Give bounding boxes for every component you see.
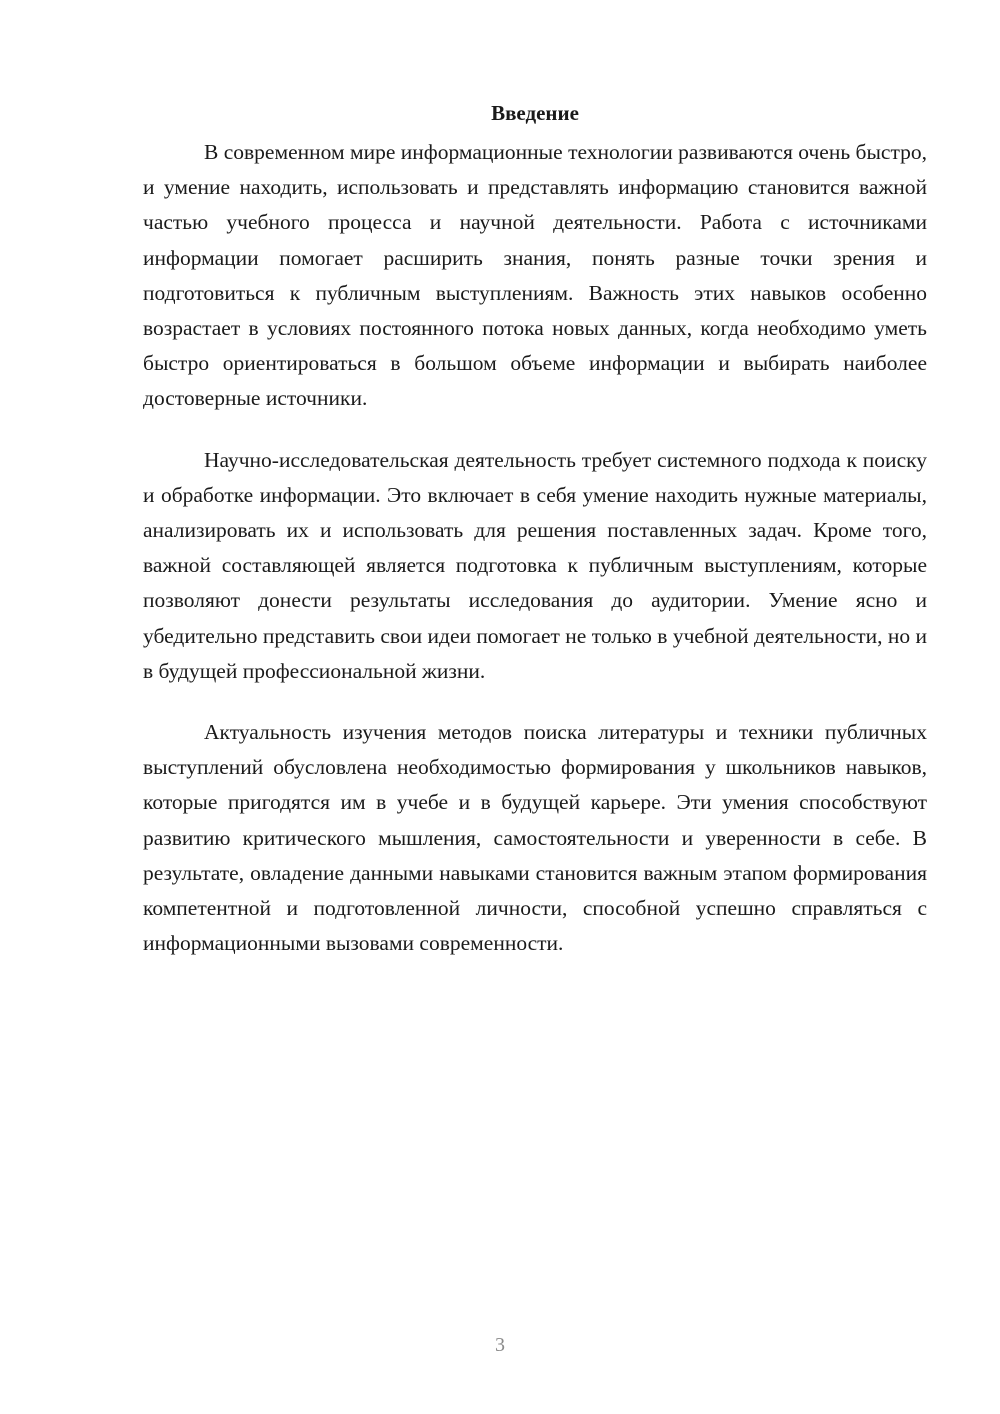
page-number: 3 — [495, 1334, 505, 1356]
paragraph-2: Научно-исследовательская деятельность требует системного подхода к поиску и обработке информации. Это включает в себя умение находить нужные материалы, анализировать их и использовать для решения поставленных задач. Кроме того, важной составляющей является подготовка к публичным выступлениям, которые позволяют донести результаты исследования до аудитории. Умение ясно и убедительно представить свои идеи помогает не только в учебной деятельности, но и в будущей профессиональной жизни. — [143, 447, 927, 683]
paragraph-3: Актуальность изучения методов поиска литературы и техники публичных выступлений обусловлена необходимостью формирования у школьников навыков, которые пригодятся им в учебе и в будущей карьере. Эти умения способствуют развитию критического мышления, самостоятельности и уверенности в себе. В результате, овладение данными навыками становится важным этапом формирования компетентной и подготовленной личности, способной успешно справляться с информационными вызовами современности. — [143, 720, 927, 956]
section-title: Введение — [491, 101, 579, 125]
paragraph-1: В современном мире информационные технологии развиваются очень быстро, и умение находить, использовать и представлять информацию становится важной частью учебного процесса и научной деятельности. Работа с источниками информации помогает расширить знания, понять разные точки зрения и подготовиться к публичным выступлениям. Важность этих навыков особенно возрастает в условиях постоянного потока новых данных, когда необходимо уметь быстро ориентироваться в большом объеме информации и выбирать наиболее достоверные источники. — [143, 140, 927, 411]
page-content — [143, 96, 927, 987]
